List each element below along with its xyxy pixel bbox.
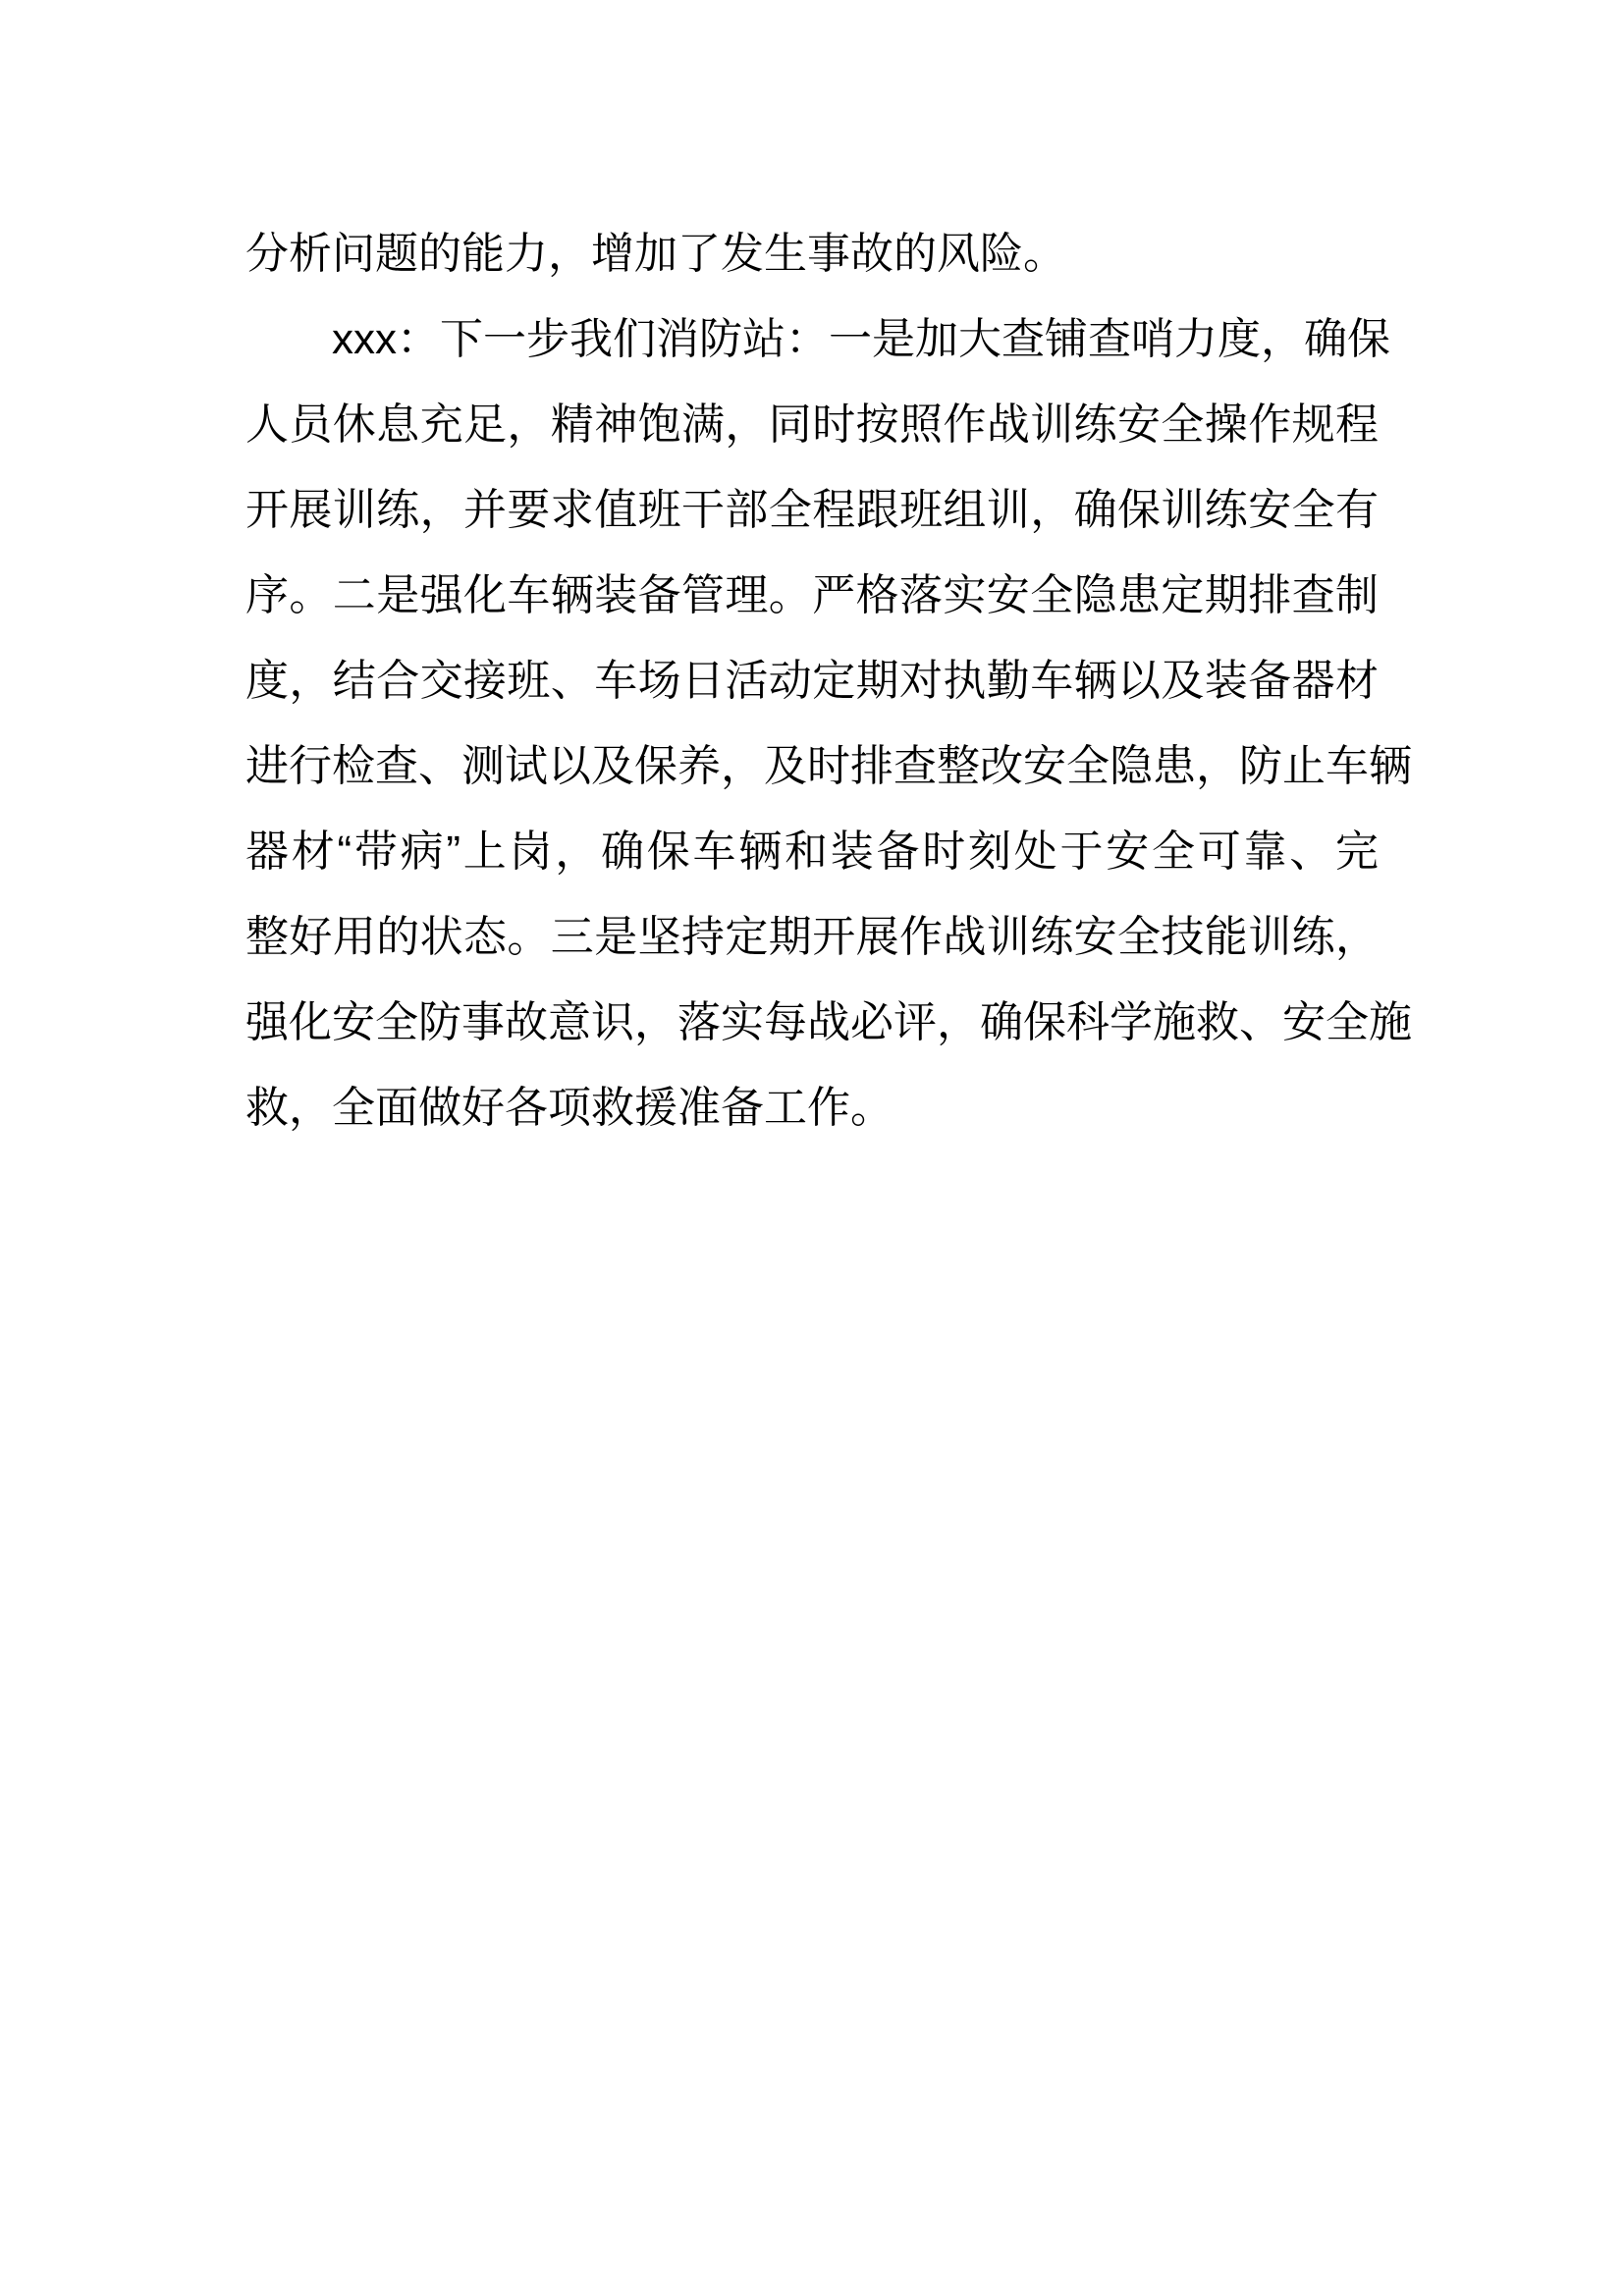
text-line: 强化安全防事故意识，落实每战必评，确保科学施救、安全施 (245, 998, 1412, 1046)
text-line: xxx：下一步我们消防站：一是加大查铺查哨力度，确保 (332, 315, 1390, 363)
text-line: 进行检查、测试以及保养，及时排查整改安全隐患，防止车辆 (245, 742, 1412, 790)
text-line: 序。二是强化车辆装备管理。严格落实安全隐患定期排查制 (245, 571, 1379, 619)
text-line: 器材“带病”上岗，确保车辆和装备时刻处于安全可靠、完 (245, 828, 1379, 876)
text-line: 整好用的状态。三是坚持定期开展作战训练安全技能训练， (245, 913, 1379, 961)
text-line: 人员休息充足，精神饱满，同时按照作战训练安全操作规程 (245, 400, 1379, 449)
text-line: 救，全面做好各项救援准备工作。 (245, 1084, 893, 1132)
text-line: 度，结合交接班、车场日活动定期对执勤车辆以及装备器材 (245, 657, 1379, 705)
text-line: 开展训练，并要求值班干部全程跟班组训，确保训练安全有 (245, 486, 1379, 534)
document-body (245, 211, 1412, 1150)
text-line: 分析问题的能力，增加了发生事故的风险。 (245, 230, 1066, 278)
